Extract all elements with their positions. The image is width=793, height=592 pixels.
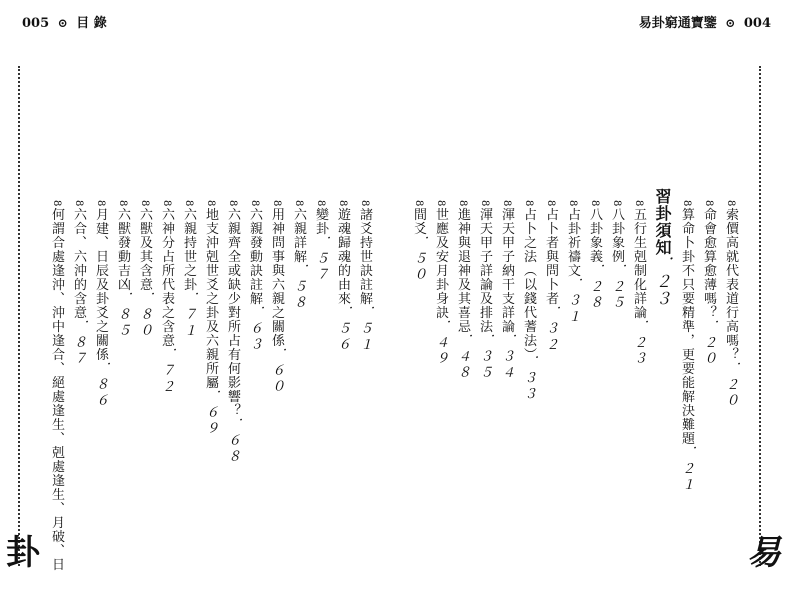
toc-entry xyxy=(675,200,697,493)
entry-page: ．４９ xyxy=(433,319,448,368)
entry-bullet-icon: 8 xyxy=(315,200,326,208)
toc-entry xyxy=(45,200,67,571)
toc-entry xyxy=(199,200,221,571)
entry-bullet-icon: 8 xyxy=(633,200,644,208)
entry-title: 五行生剋制化詳論 xyxy=(631,207,646,320)
toc-entry xyxy=(243,200,265,571)
toc-entry xyxy=(287,200,309,571)
toc-entry xyxy=(177,200,199,571)
right-page-title: 易卦窮通寶鑒 xyxy=(638,16,717,31)
toc-entry xyxy=(89,200,111,571)
entry-bullet-icon: 8 xyxy=(589,200,600,208)
entry-bullet-icon: 8 xyxy=(95,200,106,208)
entry-page: ．２８ xyxy=(587,263,602,312)
entry-bullet-icon: 8 xyxy=(117,200,128,208)
entry-bullet-icon: 8 xyxy=(681,200,692,208)
section-page: ．２３ xyxy=(653,256,672,307)
entry-page: ．５１ xyxy=(357,305,372,354)
toc-entry xyxy=(309,200,331,571)
entry-bullet-icon: 8 xyxy=(205,200,216,208)
entry-title: 諸爻持世訣註解 xyxy=(357,207,372,306)
entry-bullet-icon: 8 xyxy=(227,200,238,208)
right-side-glyph: 易 xyxy=(747,533,781,573)
toc-entry xyxy=(561,200,583,493)
entry-bullet-icon: 8 xyxy=(293,200,304,208)
entry-bullet-icon: 8 xyxy=(435,200,446,208)
entry-page: ．７１ xyxy=(181,291,196,340)
toc-entry xyxy=(155,200,177,571)
right-dotted-border xyxy=(759,66,761,566)
entry-bullet-icon: 8 xyxy=(139,200,150,208)
entry-bullet-icon: 8 xyxy=(183,200,194,208)
entry-bullet-icon: 8 xyxy=(249,200,260,208)
entry-page: ．８６ xyxy=(93,361,108,410)
entry-page: ．５０ xyxy=(411,235,426,284)
entry-title: 命會愈算愈薄嗎？ xyxy=(701,207,716,320)
left-dotted-border xyxy=(18,66,20,566)
entry-page: ．３３ xyxy=(521,354,536,403)
entry-title: 六神分占所代表之含意 xyxy=(159,207,174,348)
toc-entry xyxy=(583,200,605,493)
left-page-number: 005 xyxy=(22,16,50,31)
entry-bullet-icon: 8 xyxy=(271,200,282,208)
entry-title: 六親齊全或缺少對所占有何影響？ xyxy=(225,207,240,418)
toc-entry xyxy=(517,200,539,493)
entry-title: 變卦 xyxy=(313,207,328,236)
entry-title: 間爻 xyxy=(411,207,426,236)
entry-title: 渾天甲子納干支詳論 xyxy=(499,207,514,334)
entry-bullet-icon: 8 xyxy=(703,200,714,208)
entry-title: 六獸及其含意 xyxy=(137,207,152,292)
toc-entry xyxy=(265,200,287,571)
entry-title: 何謂合處逢沖、沖中逢合、絕處逢生、剋處逢生、月破、日 xyxy=(49,207,64,572)
toc-entry xyxy=(539,200,561,493)
entry-page: ．２５ xyxy=(609,263,624,312)
entry-page: ．６０ xyxy=(269,347,284,396)
entry-page: ．６８ xyxy=(225,417,240,466)
entry-title: 算命卜卦不只要精準，更要能解決難題 xyxy=(679,207,694,446)
entry-title: 用神問事與六親之關係 xyxy=(269,207,284,348)
right-page-header xyxy=(639,12,771,31)
entry-title: 八卦象義 xyxy=(587,207,602,264)
entry-title: 月建、日辰及卦爻之關係 xyxy=(93,207,108,362)
toc-entry xyxy=(719,200,741,493)
left-page-header xyxy=(22,12,107,31)
toc-entry xyxy=(605,200,627,493)
entry-bullet-icon: 8 xyxy=(337,200,348,208)
entry-page: ．５７ xyxy=(313,235,328,284)
entry-bullet-icon: 8 xyxy=(479,200,490,208)
toc-entry xyxy=(495,200,517,493)
entry-bullet-icon: 8 xyxy=(51,200,62,208)
entry-title: 世應及安月卦身訣 xyxy=(433,207,448,320)
entry-title: 地支沖剋世爻之卦及六親所屬 xyxy=(203,207,218,390)
toc-entry xyxy=(221,200,243,571)
toc-right-page xyxy=(407,188,741,494)
toc-left-page xyxy=(45,200,375,571)
entry-page: ．７２ xyxy=(159,347,174,396)
toc-entry xyxy=(331,200,353,571)
entry-title: 六獸發動吉凶 xyxy=(115,207,130,292)
entry-title: 六親詳解 xyxy=(291,207,306,264)
entry-page: ．３２ xyxy=(543,305,558,354)
toc-entry xyxy=(451,200,473,493)
entry-title: 索價高就代表道行高嗎？ xyxy=(723,207,738,362)
entry-page: ．２３ xyxy=(631,319,646,368)
entry-bullet-icon: 8 xyxy=(359,200,370,208)
entry-bullet-icon: 8 xyxy=(545,200,556,208)
entry-bullet-icon: 8 xyxy=(161,200,172,208)
entry-title: 占卜者與問卜者 xyxy=(543,207,558,306)
entry-page: ．８５ xyxy=(115,291,130,340)
entry-bullet-icon: 8 xyxy=(501,200,512,208)
entry-bullet-icon: 8 xyxy=(611,200,622,208)
entry-page: ．５８ xyxy=(291,263,306,312)
entry-title: 六合、六沖的含意 xyxy=(71,207,86,320)
entry-title: 六親發動訣註解 xyxy=(247,207,262,306)
entry-title: 六親持世之卦 xyxy=(181,207,196,292)
toc-entry xyxy=(473,200,495,493)
entry-page: ．２１ xyxy=(679,445,694,494)
entry-bullet-icon: 8 xyxy=(457,200,468,208)
entry-bullet-icon: 8 xyxy=(413,200,424,208)
entry-title: 進神與退神及其喜忌 xyxy=(455,207,470,334)
entry-page: ．２０ xyxy=(701,319,716,368)
entry-title: 八卦象例 xyxy=(609,207,624,264)
entry-title: 渾天甲子詳論及排法 xyxy=(477,207,492,334)
entry-bullet-icon: 8 xyxy=(73,200,84,208)
toc-entry xyxy=(111,200,133,571)
entry-page: ．８０ xyxy=(137,291,152,340)
toc-entry xyxy=(697,200,719,493)
toc-entry xyxy=(67,200,89,571)
entry-page: ．３４ xyxy=(499,333,514,382)
entry-page: ．５６ xyxy=(335,305,350,354)
entry-page: ．３１ xyxy=(565,277,580,326)
entry-bullet-icon: 8 xyxy=(725,200,736,208)
toc-entry xyxy=(133,200,155,571)
entry-bullet-icon: 8 xyxy=(567,200,578,208)
toc-entry xyxy=(353,200,375,571)
entry-page: ．６３ xyxy=(247,305,262,354)
entry-page: ．２０ xyxy=(723,361,738,410)
entry-page: ．６９ xyxy=(203,389,218,438)
left-page-title: 目 錄 xyxy=(76,16,107,31)
left-side-glyph: 卦 xyxy=(6,533,40,573)
section-title: 習卦須知 xyxy=(653,188,672,256)
entry-page: ．４８ xyxy=(455,333,470,382)
entry-bullet-icon: 8 xyxy=(523,200,534,208)
circle-mark-icon: ⊙ xyxy=(725,16,736,30)
circle-mark-icon: ⊙ xyxy=(57,16,68,30)
entry-page: ．８７ xyxy=(71,319,86,368)
section-heading xyxy=(649,188,675,493)
toc-entry xyxy=(627,200,649,493)
right-page-number: 004 xyxy=(743,16,771,31)
toc-entry xyxy=(407,200,429,493)
entry-page: ．３５ xyxy=(477,333,492,382)
entry-title: 占卜之法（以錢代蓍法） xyxy=(521,207,536,355)
entry-title: 占卦祈禱文 xyxy=(565,207,580,278)
entry-title: 遊魂歸魂的由來 xyxy=(335,207,350,306)
toc-entry xyxy=(429,200,451,493)
